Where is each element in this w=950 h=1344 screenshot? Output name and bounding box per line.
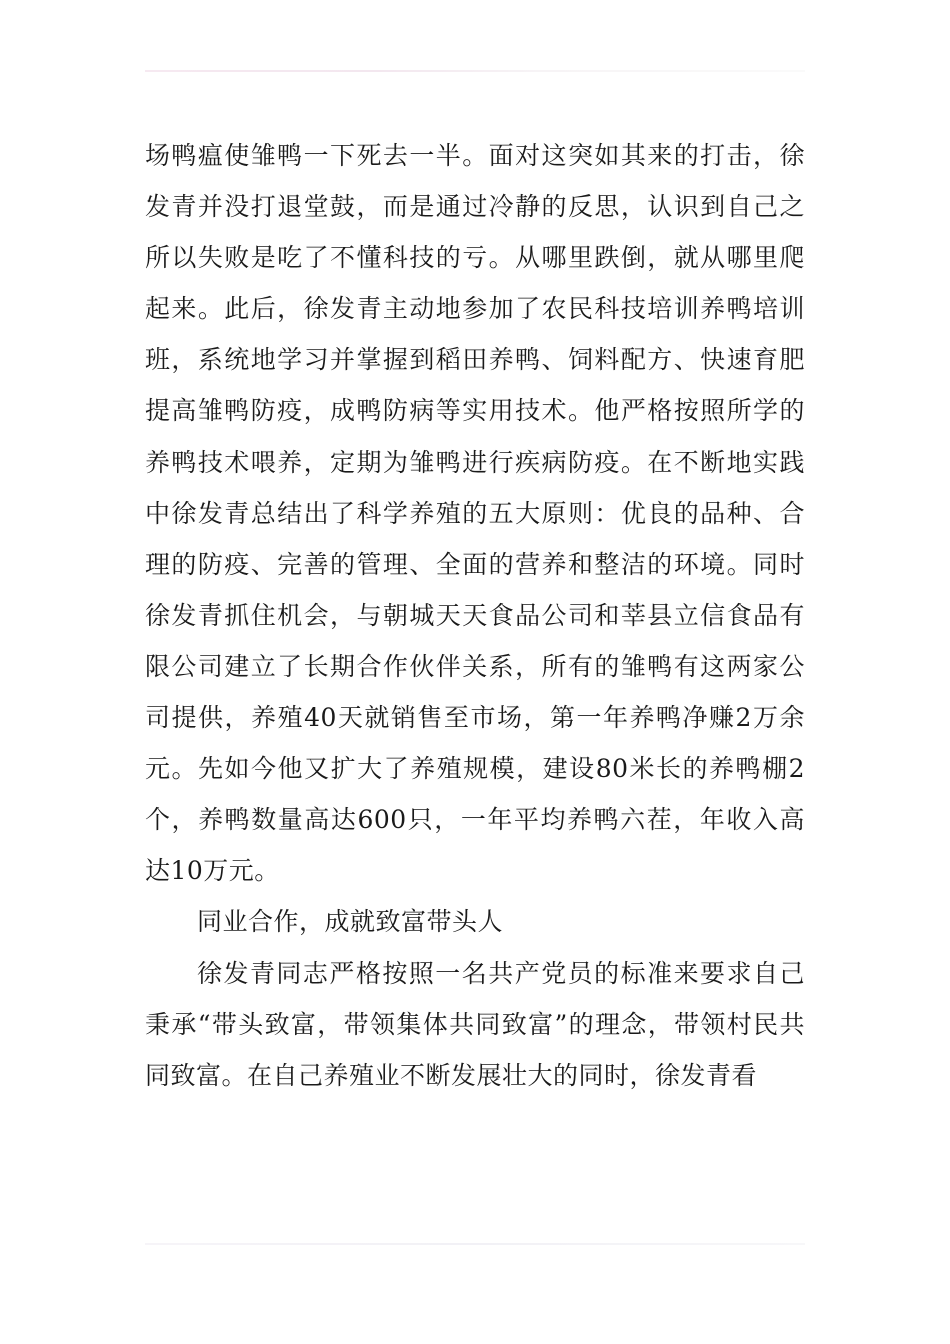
document-body [145, 130, 805, 1101]
body-paragraph: 徐发青同志严格按照一名共产党员的标准来要求自己秉承“带头致富，带领集体共同致富”的理念，带领村民共同致富。在自己养殖业不断发展壮大的同时，徐发青看 [145, 958, 805, 1090]
header-rule [145, 70, 805, 72]
section-heading: 同业合作，成就致富带头人 [197, 907, 504, 937]
footer-rule [145, 1243, 805, 1245]
body-paragraph: 场鸭瘟使雏鸭一下死去一半。面对这突如其来的打击，徐发青并没打退堂鼓，而是通过冷静的反思，认识到自己之所以失败是吃了不懂科技的亏。从哪里跌倒，就从哪里爬起来。此后，徐发青主动地参加了农民科技培训养鸭培训班，系统地学习并掌握到稻田养鸭、饲料配方、快速育肥提高雏鸭防疫，成鸭防病等实用技术。他严格按照所学的养鸭技术喂养，定期为雏鸭进行疾病防疫。在不断地实践中徐发青总结出了科学养殖的五大原则：优良的品种、合理的防疫、完善的管理、全面的营养和整洁的环境。同时徐发青抓住机会，与朝城天天食品公司和莘县立信食品有限公司建立了长期合作伙伴关系，所有的雏鸭有这两家公司提供，养殖40天就销售至市场，第一年养鸭净赚2万余元。先如今他又扩大了养殖规模，建设80米长的养鸭棚2个，养鸭数量高达600只，一年平均养鸭六茬，年收入高达10万元。 [145, 141, 805, 886]
